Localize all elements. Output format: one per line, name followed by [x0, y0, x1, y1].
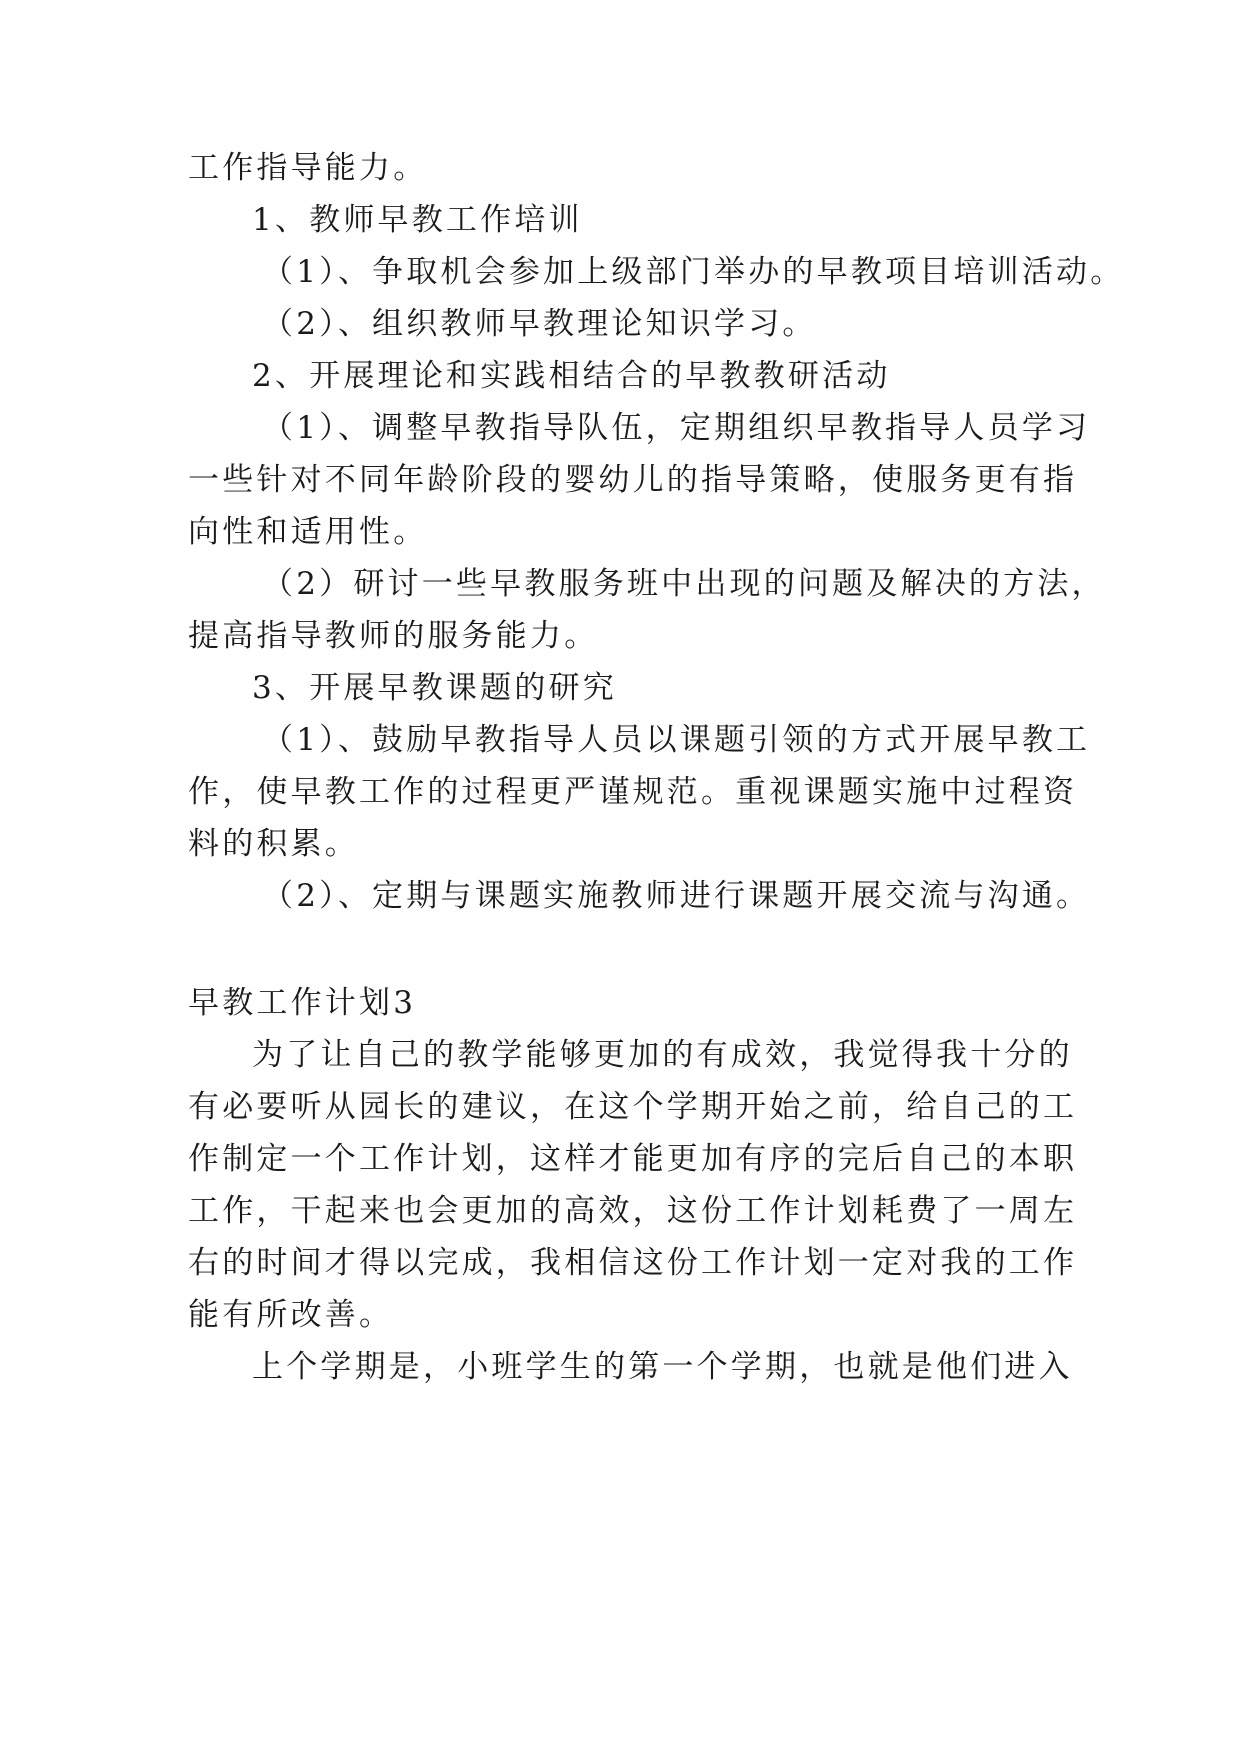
- section-heading: 1、教师早教工作培训: [252, 202, 583, 238]
- text-line: 向性和适用性。: [188, 514, 428, 550]
- text-line: （2）、组织教师早教理论知识学习。: [262, 306, 817, 342]
- text-line: 料的积累。: [188, 826, 359, 862]
- text-line: 上个学期是，小班学生的第一个学期，也就是他们进入: [252, 1349, 1073, 1385]
- section-heading: 2、开展理论和实践相结合的早教教研活动: [252, 358, 891, 394]
- document-section-title: 早教工作计划3: [188, 985, 417, 1021]
- text-line: 工作指导能力。: [188, 150, 428, 186]
- text-line: （1）、争取机会参加上级部门举办的早教项目培训活动。: [262, 254, 1125, 290]
- text-line: 作制定一个工作计划，这样才能更加有序的完后自己的本职: [188, 1141, 1078, 1177]
- text-line: （2）研讨一些早教服务班中出现的问题及解决的方法，: [262, 566, 1106, 602]
- text-line: 一些针对不同年龄阶段的婴幼儿的指导策略，使服务更有指: [188, 462, 1078, 498]
- text-line: （1）、调整早教指导队伍，定期组织早教指导人员学习: [262, 410, 1091, 446]
- text-line: 有必要听从园长的建议，在这个学期开始之前，给自己的工: [188, 1089, 1078, 1125]
- text-line: 为了让自己的教学能够更加的有成效，我觉得我十分的: [252, 1037, 1073, 1073]
- text-line: 能有所改善。: [188, 1297, 394, 1333]
- text-line: （2）、定期与课题实施教师进行课题开展交流与沟通。: [262, 878, 1091, 914]
- section-heading: 3、开展早教课题的研究: [252, 670, 617, 706]
- text-line: 作，使早教工作的过程更严谨规范。重视课题实施中过程资: [188, 774, 1078, 810]
- text-line: 提高指导教师的服务能力。: [188, 618, 599, 654]
- text-line: 右的时间才得以完成，我相信这份工作计划一定对我的工作: [188, 1245, 1078, 1281]
- text-line: 工作，干起来也会更加的高效，这份工作计划耗费了一周左: [188, 1193, 1078, 1229]
- text-line: （1）、鼓励早教指导人员以课题引领的方式开展早教工: [262, 722, 1091, 758]
